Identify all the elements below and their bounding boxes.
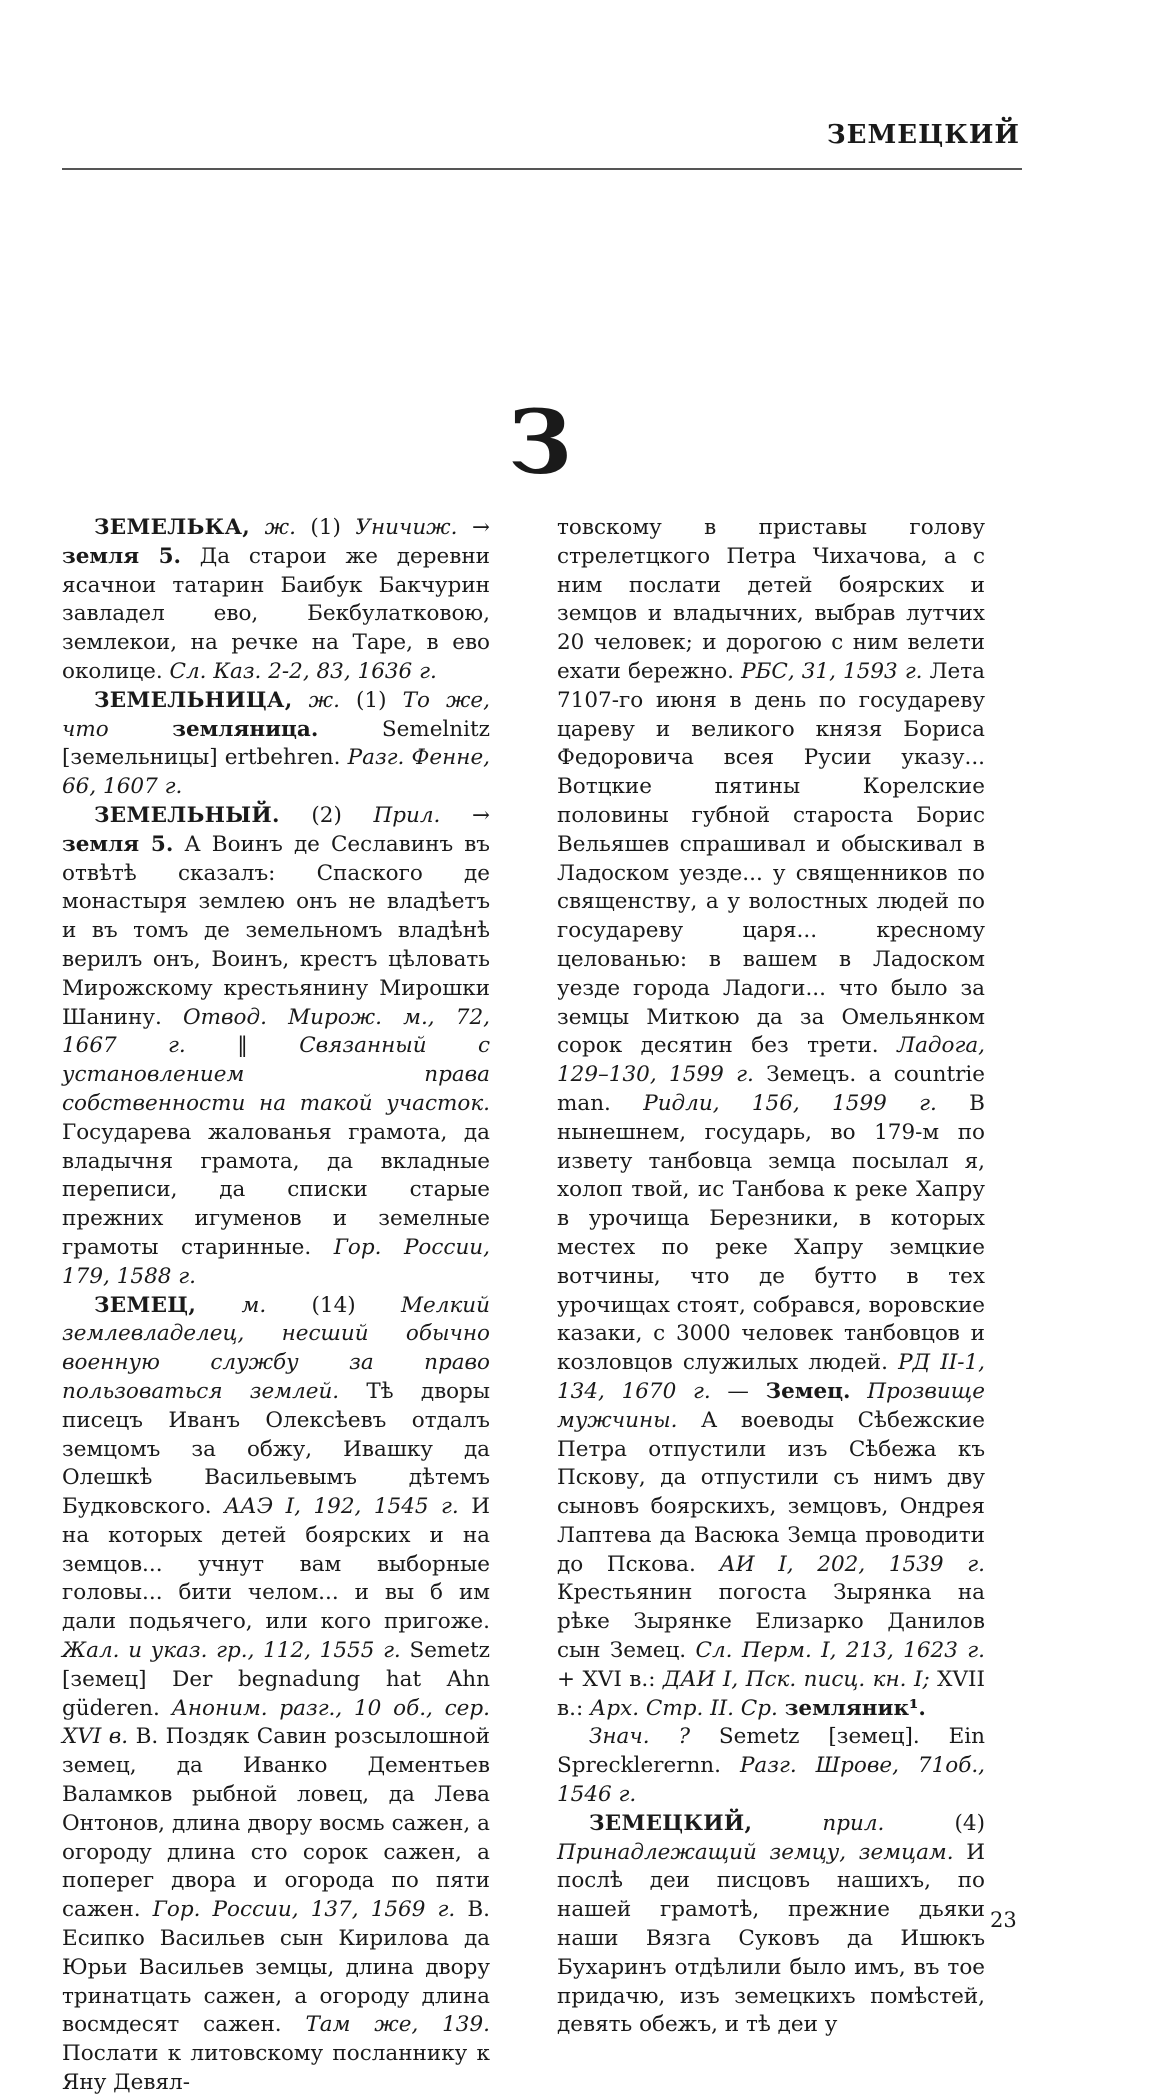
entry-text: → [440, 802, 490, 828]
entry-text: Гор. России, 137, 1569 г. [152, 1897, 456, 1923]
entry-text: Разг. Фенне, 66, 1607 г. [62, 745, 490, 800]
entry-headword: ЗЕМЕЛЬНЫЙ. [94, 802, 280, 828]
section-letter: З [508, 390, 572, 494]
entry-headword: ЗЕМЕЦКИЙ, [589, 1810, 753, 1836]
entry-text: + XVI в.: [557, 1666, 663, 1692]
entry-text: Арх. Стр. II. Ср. [590, 1695, 778, 1721]
entry-text: ж. [264, 515, 296, 540]
entry-headword: ЗЕМЕЦ, [94, 1292, 197, 1318]
entry-text: XVII в.: [557, 1666, 985, 1721]
entry-text: Лета 7107-го июня в день по государеву цареву и великого князя Бориса Федоровича всея Русии указу... Вотцкие пятины Корелские половины губной староста Борис Вельяшев спрашивал и обыскивал в Ладоском уезде... у священников по священству, а у волостных людей по государеву царя... кресному целованью: в вашем в Ладоском уезде города Ладоги... что было за земцы Миткою да за Омельянком сорок десятин без трети. [557, 658, 985, 1059]
entry-text: товскому в приставы голову стрелетцкого Петра Чихачова, а с ним послати детей боярских и земцов и владычних, выбрав лутчих 20 человек; и дорогою с ним велети ехати бережно. [557, 515, 985, 684]
entry-text: — [710, 1378, 766, 1404]
entry-headword: ЗЕМЕЛЬНИЦА, [94, 687, 293, 713]
entry-text: А Воинъ де Сеславинъ въ отвѣтѣ сказалъ: Спаского де монастыря землею онъ не владѣетъ и въ томъ де земельномъ владѣнѣ верилъ онъ, Воинъ, крестъ цѣловать Мирожскому крестьянину Мирошки Шанину. [62, 831, 490, 1030]
entry-text: Ладога, 129–130, 1599 г. [557, 1033, 985, 1088]
entry-text: земляница. [172, 716, 319, 742]
entry-text: РД II-1, 134, 1670 г. [557, 1350, 986, 1404]
dictionary-entry [62, 802, 490, 1292]
entry-headword: ЗЕМЕЛЬКА, [94, 515, 251, 540]
entry-text: ДАИ I, Пск. писц. кн. I; [662, 1666, 930, 1692]
entry-text: Аноним. разг., 10 об., сер. XVI в. [62, 1695, 490, 1750]
entry-text: → [457, 515, 490, 540]
entry-text: Государева жалованья грамота, да владычня грамота, да вкладные переписи, да списки старые прежних игуменов и земелные грамоты старинные. [62, 1119, 490, 1260]
entry-text: земля 5. [62, 543, 182, 569]
entry-text: Прил. [373, 802, 441, 828]
entry-text: В. Поздяк Савин розсылошной земец, да Иванко Дементьев Валамков рыбной ловец, да Лева Онтонов, длина двору восмь сажен, а огороду длина сто сорок сажен, а поперег двора и огорода по пяти сажен. [62, 1724, 490, 1923]
entry-text: земляник¹. [784, 1695, 926, 1721]
entry-text: (1) [339, 687, 403, 713]
header-rule [62, 168, 1022, 170]
entry-text: Semetz [земец]. Ein Sprecklerernn. [557, 1724, 985, 1779]
entry-text: Semetz [земец] Der begnadung hat Ahn güderen. [62, 1638, 491, 1721]
dictionary-entry [557, 514, 985, 1723]
entry-text: РБС, 31, 1593 г. [741, 658, 923, 684]
entry-text: Связанный с установлением права собственности на такой участок. [62, 1033, 491, 1116]
entry-text: Там же, 139. [305, 2012, 490, 2038]
dictionary-entry [557, 1723, 985, 1809]
entry-text: То же, что [62, 687, 490, 742]
entry-text: (14) [266, 1292, 402, 1318]
entry-text: Принадлежащий земцу, земцам. [557, 1839, 954, 1865]
entry-text: Ридли, 156, 1599 г. [643, 1090, 937, 1116]
entry-text [851, 1379, 868, 1404]
entry-text: Тѣ дворы писецъ Иванъ Олексѣевъ отдалъ земцомъ за обжу, Ивашку да Олешкѣ Васильевымъ дѣтемъ Будковского. [62, 1378, 491, 1520]
left-column [62, 514, 490, 2098]
entry-text: Послати к литовскому посланнику к Яну Девял- [62, 2041, 490, 2096]
entry-text: Земец. [765, 1378, 851, 1404]
entry-text: Гор. России, 179, 1588 г. [62, 1234, 490, 1289]
dictionary-entry [62, 514, 490, 687]
entry-text: м. [241, 1292, 267, 1318]
entry-text: Мелкий землевладелец, несший обычно военную службу за право пользоваться землей. [62, 1292, 490, 1404]
entry-text: ж. [308, 687, 340, 713]
entry-text: Уничиж. [355, 515, 458, 540]
entry-text: (4) [884, 1810, 985, 1836]
entry-text: ААЭ I, 192, 1545 г. [224, 1494, 459, 1520]
entry-text: Сл. Перм. I, 213, 1623 г. [695, 1638, 985, 1664]
entry-text: Жал. и указ. гр., 112, 1555 г. [62, 1638, 401, 1664]
entry-text: Крестьянин погоста Зырянка на рѣке Зырянке Елизарко Данилов сын Земец. [557, 1580, 985, 1664]
right-column [557, 514, 985, 2040]
dictionary-entry [557, 1810, 985, 2040]
entry-text: (2) [279, 802, 374, 828]
entry-text: земля 5. [62, 831, 174, 857]
entry-text: Знач. ? [589, 1724, 691, 1750]
entry-text [109, 717, 173, 742]
entry-text: ‖ [185, 1033, 300, 1059]
entry-text: Отвод. Мирож. м., 72, 1667 г. [62, 1004, 490, 1059]
entry-text: Разг. Шрове, 71об., 1546 г. [557, 1753, 985, 1808]
entry-text [196, 1293, 241, 1318]
entry-text [250, 515, 265, 540]
page-number: 23 [990, 1908, 1017, 1932]
entry-text: Semelnitz [земельницы] ertbehren. [62, 716, 490, 771]
entry-text: А воеводы Сѣбежские Петра отпустили изъ Сѣбежа къ Пскову, да отпустили съ нимъ дву сыновъ боярскихъ, земцовъ, Ондрея Лаптева да Васюка Земца проводити до Пскова. [557, 1407, 985, 1577]
dictionary-entry [62, 1292, 490, 2098]
entry-text: Да старои же деревни ясачнои татарин Баибук Бакчурин завладел ево, Бекбулатковою, землекои, на речке на Таре, в ево околице. [62, 543, 490, 684]
entry-text: прил. [822, 1810, 885, 1836]
entry-text: (1) [295, 515, 356, 540]
entry-text: В. Есипко Васильев сын Кирилова да Юрьи Васильев земцы, длина двору тринатцать сажен, а огороду длина восмдесят сажен. [62, 1897, 490, 2038]
entry-text: И на которых детей боярских и на земцов... учнут вам выборные головы... бити челом... и вы б им дали подьячего, или кого пригоже. [62, 1494, 490, 1635]
running-head: ЗЕМЕЦКИЙ [826, 120, 1020, 150]
entry-text: АИ I, 202, 1539 г. [719, 1551, 986, 1577]
entry-text: В нынешнем, государь, во 179-м по извету танбовца земца посылал я, холоп твой, ис Танбова к реке Хапру в урочища Березники, в которых местех по реке Хапру земцкие вотчины, что де бутто в тех урочищах стоят, собрався, воровские казаки, с 3000 человек танбовцов и козловцов служилых людей. [557, 1090, 985, 1376]
entry-text [752, 1811, 822, 1836]
entry-text: И послѣ деи писцовъ нашихъ, по нашей грамотѣ, прежние дьяки наши Вязга Суковъ да Ишюкъ Бухаринъ отдѣлили было имъ, въ тое придачю, изъ земецкихъ помѣстей, девять обежъ, и тѣ деи у [557, 1839, 985, 2038]
entry-text [778, 1696, 785, 1721]
entry-text: Прозвище мужчины. [557, 1378, 985, 1433]
entry-text: Сл. Каз. 2-2, 83, 1636 г. [169, 658, 437, 684]
entry-text [293, 688, 309, 713]
dictionary-entry [62, 687, 490, 802]
entry-text: Земецъ. a countrie man. [557, 1062, 985, 1116]
